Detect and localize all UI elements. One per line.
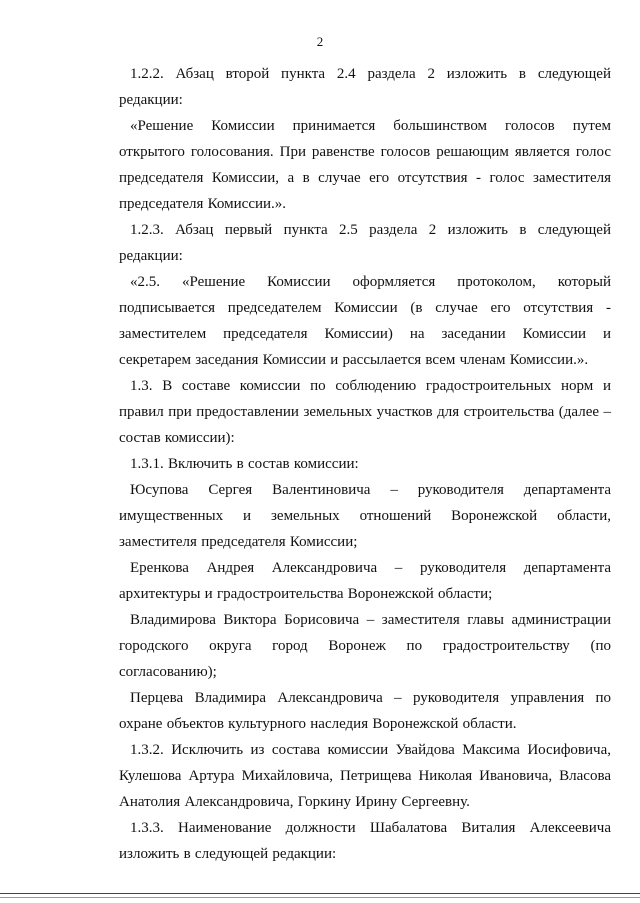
bottom-rule-secondary — [0, 897, 640, 898]
paragraph-1-2-2: 1.2.2. Абзац второй пункта 2.4 раздела 2 изложить в следующей редакции: — [119, 66, 611, 108]
paragraph-member-yusupov: Юсупова Сергея Валентиновича – руководителя департамента имущественных и земельных отношений Воронежской области, заместителя председателя Комиссии; — [119, 482, 611, 550]
paragraph-1-3-3: 1.3.3. Наименование должности Шабалатова Виталия Алексеевича изложить в следующей редакции: — [119, 820, 611, 862]
bottom-rule — [0, 893, 640, 894]
paragraph-quote-2-4: «Решение Комиссии принимается большинством голосов путем открытого голосования. При равенстве голосов решающим является голос председателя Комиссии, а в случае его отсутствия - голос заместителя председателя Комиссии.». — [119, 118, 611, 212]
paragraph-1-3-2: 1.3.2. Исключить из состава комиссии Увайдова Максима Иосифовича, Кулешова Артура Михайловича, Петрищева Николая Ивановича, Власова Анатолия Александровича, Горкину Ирину Сергеевну. — [119, 742, 611, 810]
paragraph-1-3-1: 1.3.1. Включить в состав комиссии: — [130, 456, 359, 472]
paragraph-1-3: 1.3. В составе комиссии по соблюдению градостроительных норм и правил при предоставлении земельных участков для строительства (далее – состав комиссии): — [119, 378, 611, 446]
paragraph-member-vladimirov: Владимирова Виктора Борисовича – заместителя главы администрации городского округа город Воронеж по градостроительству (по согласованию); — [119, 612, 611, 680]
paragraph-member-pertsev: Перцева Владимира Александровича – руководителя управления по охране объектов культурного наследия Воронежской области. — [119, 690, 611, 732]
document-body — [119, 61, 611, 867]
paragraph-quote-2-5: «2.5. «Решение Комиссии оформляется протоколом, который подписывается председателем Комиссии (в случае его отсутствия - заместителем председателя Комиссии) на заседании Комиссии и секретарем заседания Комиссии и рассылается всем членам Комиссии.». — [119, 274, 611, 368]
paragraph-member-erenkov: Еренкова Андрея Александровича – руководителя департамента архитектуры и градостроительства Воронежской области; — [119, 560, 611, 602]
page-number: 2 — [316, 34, 324, 49]
paragraph-1-2-3: 1.2.3. Абзац первый пункта 2.5 раздела 2 изложить в следующей редакции: — [119, 222, 611, 264]
